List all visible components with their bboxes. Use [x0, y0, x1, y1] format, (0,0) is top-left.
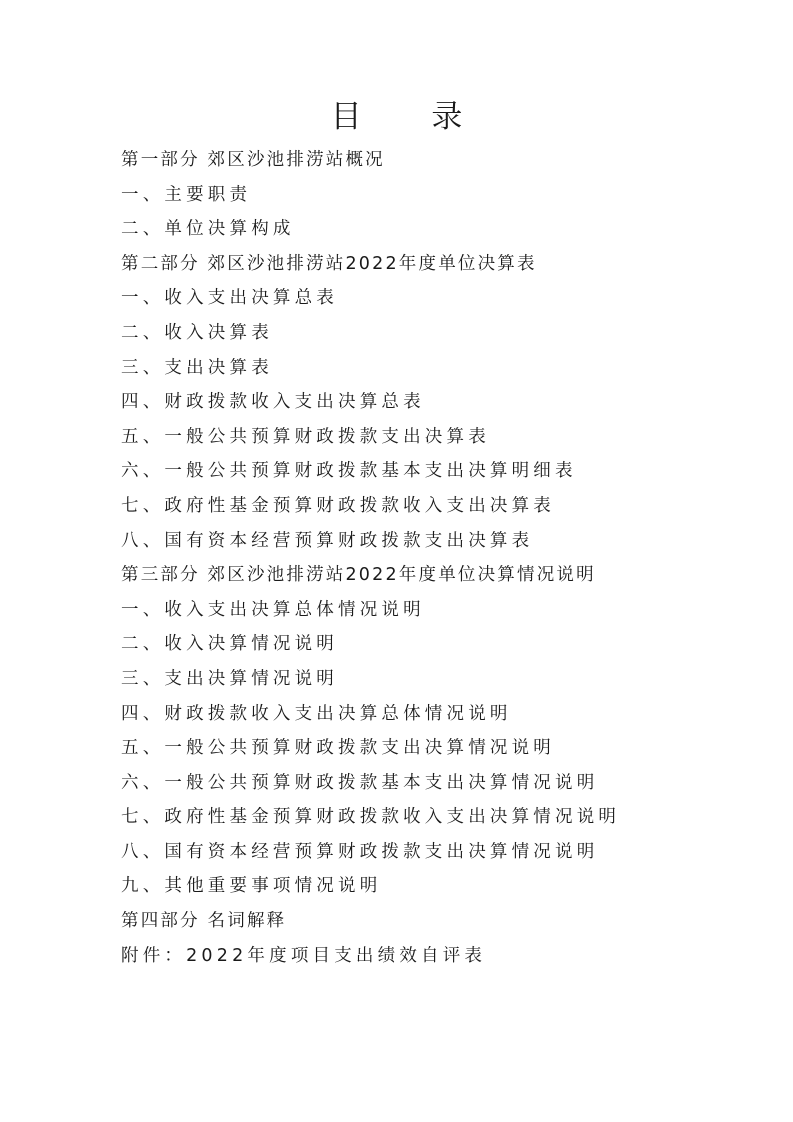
page-title: 目 录: [330, 99, 493, 135]
toc-item: 五、一般公共预算财政拨款支出决算表: [121, 426, 490, 447]
toc-item: 二、收入决算表: [121, 322, 273, 343]
toc-item: 八、国有资本经营预算财政拨款支出决算表: [121, 530, 534, 551]
toc-item: 四、财政拨款收入支出决算总体情况说明: [121, 703, 512, 724]
table-of-contents: [121, 143, 741, 973]
toc-item: 五、一般公共预算财政拨款支出决算情况说明: [121, 738, 555, 759]
toc-part-1: 第一部分 郊区沙池排涝站概况: [121, 150, 385, 170]
toc-item: 一、主要职责: [121, 184, 252, 205]
toc-item: 四、财政拨款收入支出决算总表: [121, 392, 425, 413]
toc-item: 二、收入决算情况说明: [121, 634, 338, 655]
toc-part-4: 第四部分 名词解释: [121, 911, 287, 932]
toc-item: 二、单位决算构成: [121, 219, 295, 240]
toc-part-2: 第二部分 郊区沙池排涝站2022年度单位决算表: [121, 253, 537, 274]
toc-item: 六、一般公共预算财政拨款基本支出决算明细表: [121, 461, 577, 482]
toc-item: 一、收入支出决算总表: [121, 288, 338, 309]
toc-item: 六、一般公共预算财政拨款基本支出决算情况说明: [121, 772, 599, 793]
toc-appendix: 附件：2022年度项目支出绩效自评表: [121, 945, 487, 966]
toc-item: 一、收入支出决算总体情况说明: [121, 599, 425, 620]
toc-item: 八、国有资本经营预算财政拨款支出决算情况说明: [121, 841, 599, 862]
toc-item: 九、其他重要事项情况说明: [121, 876, 382, 897]
toc-part-3: 第三部分 郊区沙池排涝站2022年度单位决算情况说明: [121, 565, 596, 586]
toc-item: 七、政府性基金预算财政拨款收入支出决算表: [121, 495, 555, 516]
toc-item: 七、政府性基金预算财政拨款收入支出决算情况说明: [121, 807, 621, 828]
toc-item: 三、支出决算情况说明: [121, 668, 338, 689]
toc-item: 三、支出决算表: [121, 357, 273, 378]
